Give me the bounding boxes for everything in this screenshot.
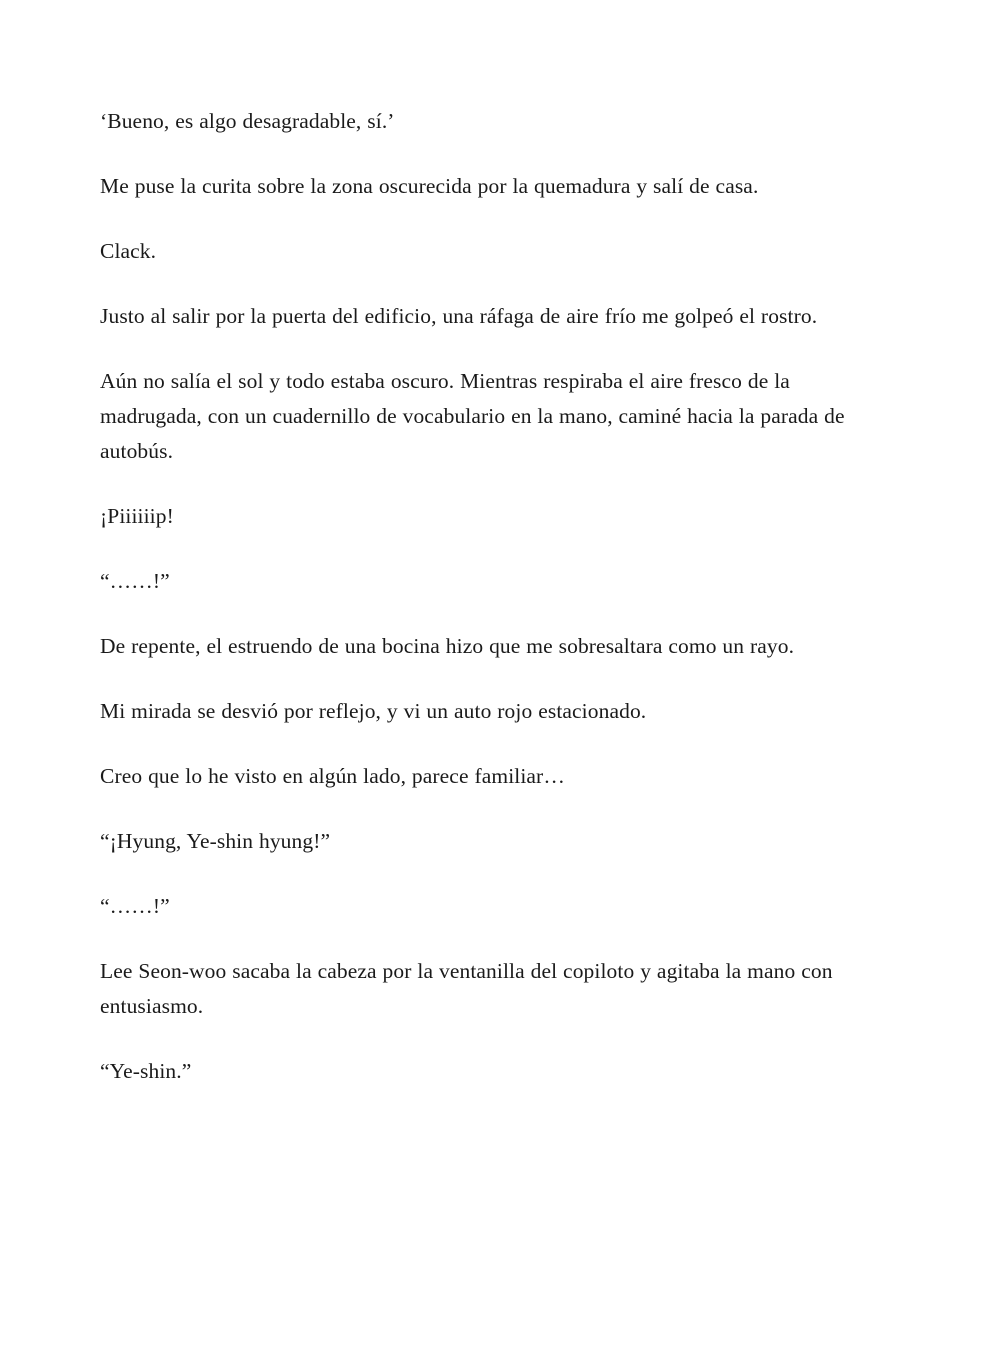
paragraph-curita-quemadura: Me puse la curita sobre la zona oscurecida por la quemadura y salí de casa. [100,174,759,198]
paragraph-dialogue-ellipsis-first: “……!” [100,569,170,593]
paragraph-bocina-sobresalto: De repente, el estruendo de una bocina hizo que me sobresaltara como un rayo. [100,634,795,658]
paragraph-rafaga-aire-frio: Justo al salir por la puerta del edificio, una ráfaga de aire frío me golpeó el rostro. [100,304,818,328]
paragraph-madrugada-parada-autobus: Aún no salía el sol y todo estaba oscuro. Mientras respiraba el aire fresco de la madrugada, con un cuadernillo de vocabulario en la mano, caminé hacia la parada de autobús. [100,369,845,463]
document-text-body [100,104,895,1089]
paragraph-dialogue-hyung-yeshin: “¡Hyung, Ye-shin hyung!” [100,829,331,853]
paragraph-lee-seonwoo-ventanilla: Lee Seon-woo sacaba la cabeza por la ventanilla del copiloto y agitaba la mano con entusiasmo. [100,959,833,1018]
paragraph-dialogue-yeshin: “Ye-shin.” [100,1059,192,1083]
paragraph-sfx-piiiiiip: ¡Piiiiiip! [100,504,174,528]
paragraph-parece-familiar: Creo que lo he visto en algún lado, parece familiar… [100,764,565,788]
paragraph-dialogue-ellipsis-second: “……!” [100,894,170,918]
paragraph-sfx-clack: Clack. [100,239,157,263]
paragraph-dialogue-bueno: ‘Bueno, es algo desagradable, sí.’ [100,109,395,133]
paragraph-auto-rojo-estacionado: Mi mirada se desvió por reflejo, y vi un auto rojo estacionado. [100,699,647,723]
